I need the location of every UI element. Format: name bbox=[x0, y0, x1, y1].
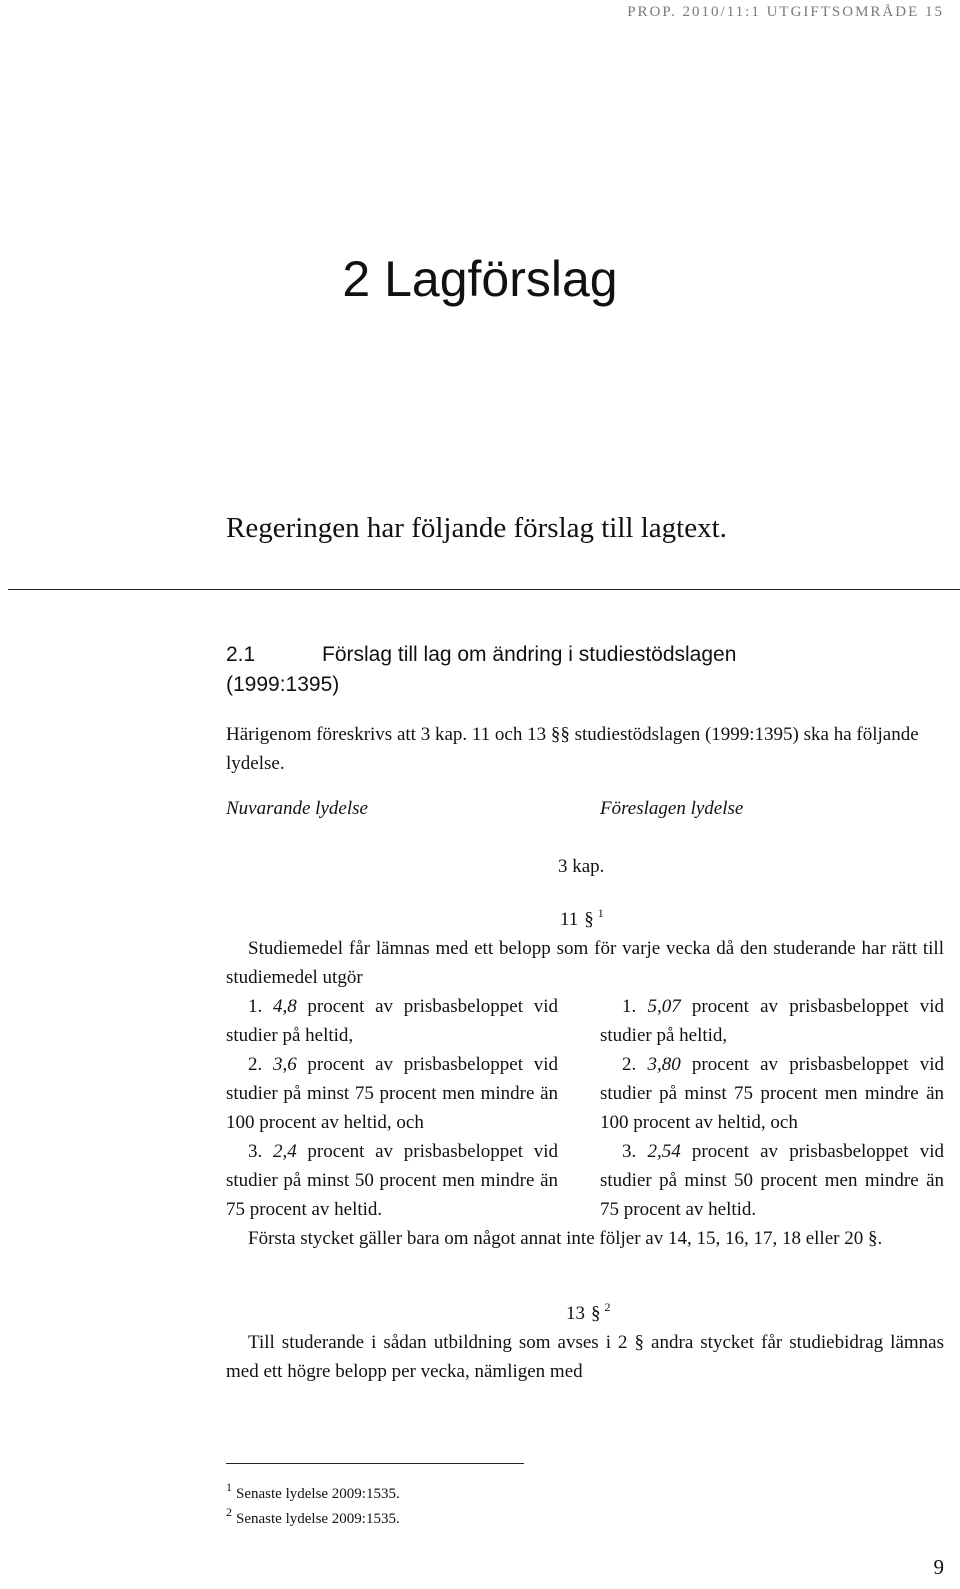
item-value: 4,8 bbox=[272, 996, 297, 1017]
item-text: procent av prisbasbeloppet vid studier på heltid, bbox=[600, 996, 945, 1046]
paragraph-11-heading bbox=[560, 906, 604, 931]
footnote-divider bbox=[226, 1463, 524, 1464]
item-text: procent av prisbasbeloppet vid studier på minst 50 procent men mindre än 75 procent av heltid. bbox=[226, 1141, 559, 1220]
item-text: procent av prisbasbeloppet vid studier på minst 75 procent men mindre än 100 procent av heltid, och bbox=[600, 1054, 945, 1133]
item-text: procent av prisbasbeloppet vid studier på heltid, bbox=[226, 996, 559, 1046]
item-text: procent av prisbasbeloppet vid studier på minst 75 procent men mindre än 100 procent av heltid, och bbox=[226, 1054, 559, 1133]
proposed-item bbox=[600, 1137, 944, 1224]
preamble: Härigenom föreskrivs att 3 kap. 11 och 13 §§ studiestödslagen (1999:1395) ska ha följande lydelse. bbox=[226, 724, 919, 774]
section-title-line2: (1999:1395) bbox=[226, 673, 340, 696]
current-wording-column bbox=[226, 992, 558, 1224]
item-number: 1. bbox=[622, 996, 637, 1017]
footnote-2 bbox=[226, 1505, 400, 1528]
footnote-2-text: Senaste lydelse 2009:1535. bbox=[236, 1511, 400, 1527]
page-number: 9 bbox=[933, 1555, 944, 1579]
proposed-item bbox=[600, 992, 944, 1050]
item-value: 3,80 bbox=[647, 1054, 681, 1075]
current-item bbox=[226, 1050, 558, 1137]
paragraph-11-lead: Studiemedel får lämnas med ett belopp som för varje vecka då den studerande har rätt till studiemedel utgör bbox=[226, 938, 944, 988]
paragraph-13-text: Till studerande i sådan utbildning som avses i 2 § andra stycket får studiebidrag lämnas med ett högre belopp per vecka, nämligen med bbox=[226, 1332, 944, 1382]
item-number: 1. bbox=[248, 996, 263, 1017]
current-item bbox=[226, 992, 558, 1050]
paragraph-13-heading bbox=[566, 1300, 611, 1325]
proposed-wording-column bbox=[600, 992, 944, 1224]
footnote-1-text: Senaste lydelse 2009:1535. bbox=[236, 1486, 400, 1502]
current-item bbox=[226, 1137, 558, 1224]
section-sign-11: § bbox=[584, 909, 594, 930]
item-value: 3,6 bbox=[272, 1054, 297, 1075]
footnote-ref-1: 1 bbox=[597, 906, 604, 920]
footnote-ref-2: 2 bbox=[604, 1300, 611, 1314]
paragraph-11-number: 11 bbox=[560, 909, 579, 930]
item-number: 3. bbox=[248, 1141, 263, 1162]
section-heading bbox=[226, 640, 926, 700]
paragraph-11-closing: Första stycket gäller bara om något annat inte följer av 14, 15, 16, 17, 18 eller 20 §. bbox=[248, 1228, 883, 1249]
running-header: PROP. 2010/11:1 UTGIFTSOMRÅDE 15 bbox=[627, 4, 944, 20]
item-number: 2. bbox=[248, 1054, 263, 1075]
item-value: 2,54 bbox=[647, 1141, 681, 1162]
chapter-title: 2 Lagförslag bbox=[342, 251, 618, 307]
item-number: 3. bbox=[622, 1141, 637, 1162]
proposed-item bbox=[600, 1050, 944, 1137]
footnote-1-ref: 1 bbox=[226, 1480, 232, 1494]
section-title-line1: Förslag till lag om ändring i studiestödslagen bbox=[322, 643, 737, 666]
intro-text: Regeringen har följande förslag till lagtext. bbox=[226, 512, 727, 544]
section-divider bbox=[8, 589, 960, 590]
item-value: 2,4 bbox=[272, 1141, 297, 1162]
paragraph-13-number: 13 bbox=[566, 1303, 585, 1324]
item-number: 2. bbox=[622, 1054, 637, 1075]
section-sign-13: § bbox=[591, 1303, 601, 1324]
item-text: procent av prisbasbeloppet vid studier på minst 50 procent men mindre än 75 procent av heltid. bbox=[600, 1141, 945, 1220]
current-wording-label: Nuvarande lydelse bbox=[226, 798, 368, 819]
footnote-1 bbox=[226, 1480, 400, 1503]
item-value: 5,07 bbox=[647, 996, 681, 1017]
proposed-wording-label: Föreslagen lydelse bbox=[600, 798, 744, 819]
chapter-reference: 3 kap. bbox=[558, 856, 605, 877]
footnote-2-ref: 2 bbox=[226, 1505, 232, 1519]
section-number: 2.1 bbox=[226, 643, 256, 666]
